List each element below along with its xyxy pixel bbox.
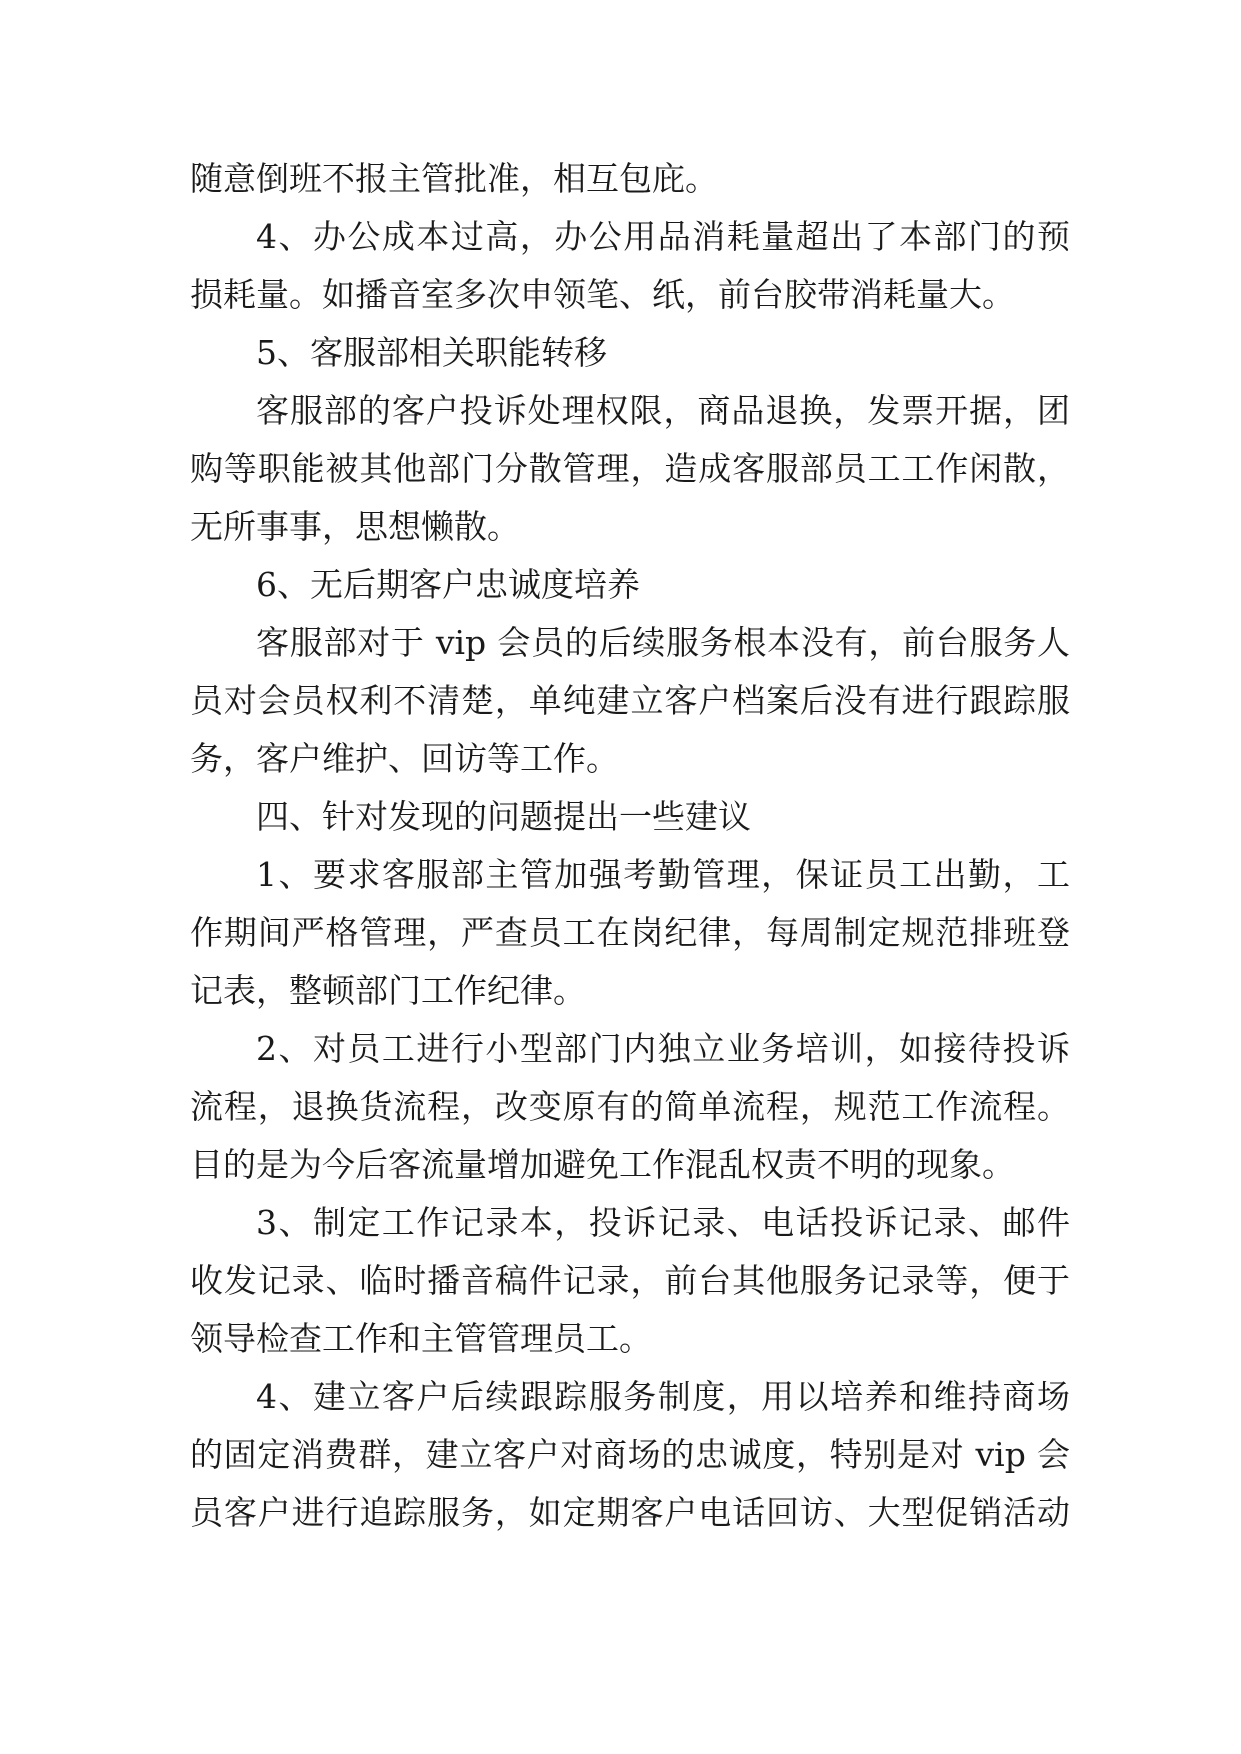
text-line: 6、无后期客户忠诚度培养 [256, 565, 640, 604]
text-line: 四、针对发现的问题提出一些建议 [256, 797, 751, 836]
text-line: 流程，退换货流程，改变原有的简单流程，规范工作流程。 [190, 1087, 1070, 1126]
text-line: 客服部的客户投诉处理权限，商品退换，发票开据，团 [256, 391, 1070, 430]
document-body [190, 150, 1070, 1542]
text-line: 3、制定工作记录本，投诉记录、电话投诉记录、邮件 [256, 1203, 1070, 1242]
text-line: 领导检查工作和主管管理员工。 [190, 1319, 652, 1358]
text-line: 无所事事，思想懒散。 [190, 507, 520, 546]
text-line: 员对会员权利不清楚，单纯建立客户档案后没有进行跟踪服 [190, 681, 1070, 720]
text-line: 员客户进行追踪服务，如定期客户电话回访、大型促销活动 [190, 1493, 1070, 1532]
text-line: 购等职能被其他部门分散管理，造成客服部员工工作闲散， [190, 449, 1070, 488]
text-line: 4、建立客户后续跟踪服务制度，用以培养和维持商场 [256, 1377, 1070, 1416]
text-line: 客服部对于 vip 会员的后续服务根本没有，前台服务人 [256, 623, 1070, 662]
text-line: 随意倒班不报主管批准，相互包庇。 [190, 159, 718, 198]
text-line: 目的是为今后客流量增加避免工作混乱权责不明的现象。 [190, 1145, 1015, 1184]
text-line: 记表，整顿部门工作纪律。 [190, 971, 586, 1010]
text-line: 作期间严格管理，严查员工在岗纪律，每周制定规范排班登 [190, 913, 1070, 952]
text-line: 的固定消费群，建立客户对商场的忠诚度，特别是对 vip 会 [190, 1435, 1070, 1474]
text-line: 2、对员工进行小型部门内独立业务培训，如接待投诉 [256, 1029, 1070, 1068]
text-line: 1、要求客服部主管加强考勤管理，保证员工出勤，工 [256, 855, 1070, 894]
text-line: 务，客户维护、回访等工作。 [190, 739, 619, 778]
text-line: 损耗量。如播音室多次申领笔、纸，前台胶带消耗量大。 [190, 275, 1015, 314]
text-line: 4、办公成本过高，办公用品消耗量超出了本部门的预 [256, 217, 1070, 256]
text-line: 5、客服部相关职能转移 [256, 333, 607, 372]
text-line: 收发记录、临时播音稿件记录，前台其他服务记录等，便于 [190, 1261, 1070, 1300]
